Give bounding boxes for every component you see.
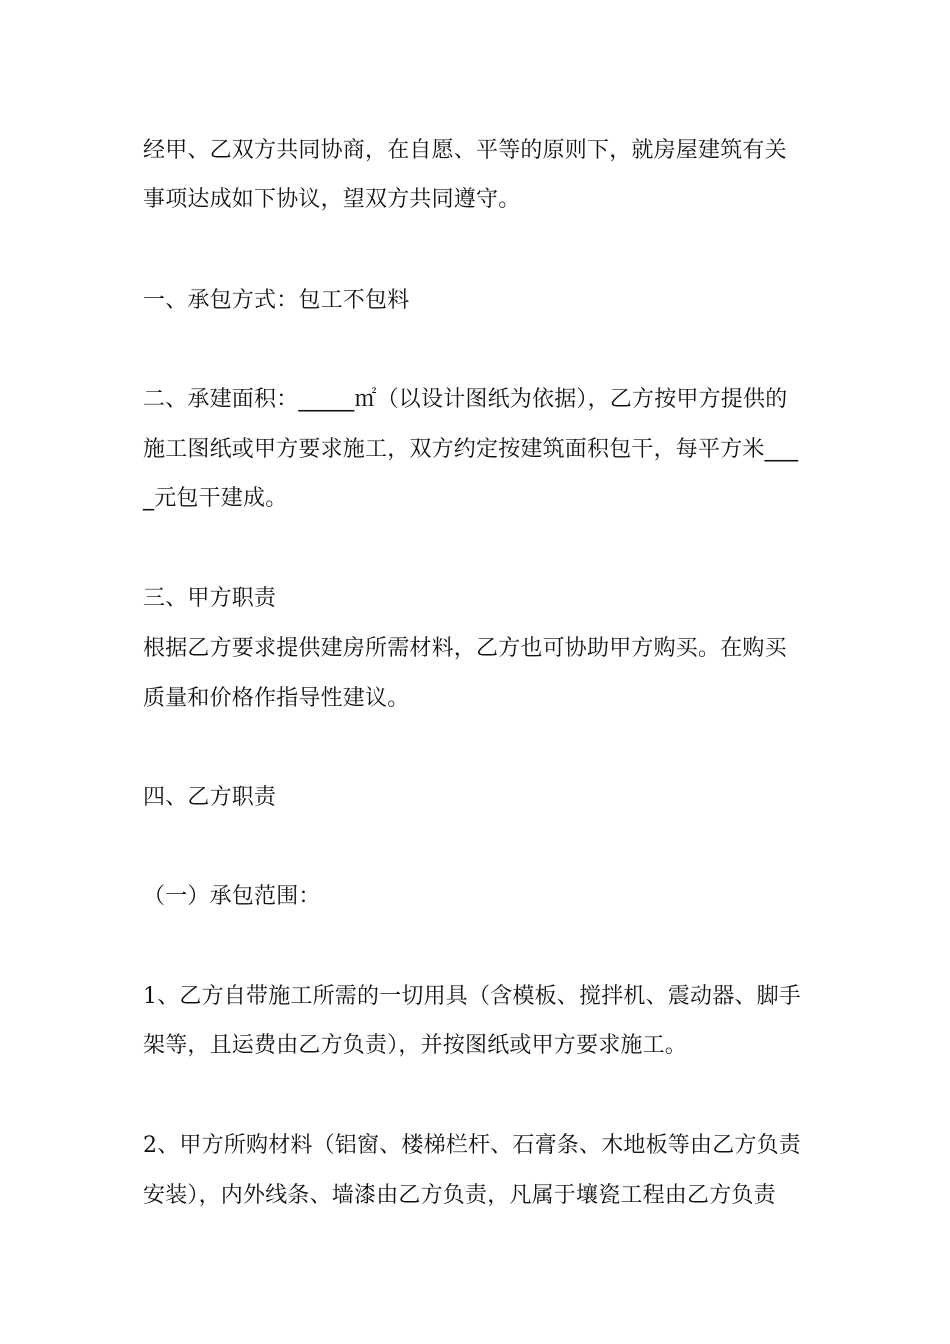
section-4-heading: 四、乙方职责 <box>143 785 277 810</box>
intro-line-2: 事项达成如下协议，望双方共同遵守。 <box>143 187 521 212</box>
item-2-text: 、甲方所购材料（铝窗、楼梯栏杆、石膏条、木地板等由乙方负责 <box>157 1133 802 1158</box>
section-1-heading: 一、承包方式：包工不包料 <box>143 288 410 313</box>
section-3-heading: 三、甲方职责 <box>143 586 277 611</box>
item-2-line-1 <box>143 1131 813 1161</box>
section-3-line-2: 质量和价格作指导性建议。 <box>143 686 410 711</box>
item-1-line-2: 架等，且运费由乙方负责），并按图纸或甲方要求施工。 <box>143 1033 688 1058</box>
item-2-line-2: 安装），内外线条、墙漆由乙方负责，凡属于壤瓷工程由乙方负责 <box>143 1183 776 1208</box>
section-2-line-2: 施工图纸或甲方要求施工，双方约定按建筑面积包干，每平方米___ <box>143 437 799 462</box>
section-2-line-3: _元包干建成。 <box>143 486 288 511</box>
section-3-line-1: 根据乙方要求提供建房所需材料，乙方也可协助甲方购买。在购买 <box>143 636 787 661</box>
item-1-line-1 <box>143 982 813 1012</box>
item-2-number: 2 <box>143 1133 158 1158</box>
item-1-number: 1 <box>143 984 158 1009</box>
subsection-1-heading: （一）承包范围： <box>143 884 321 909</box>
intro-line-1: 经甲、乙双方共同协商，在自愿、平等的原则下，就房屋建筑有关 <box>143 138 787 163</box>
section-2-line-1: 二、承建面积：_____㎡（以设计图纸为依据），乙方按甲方提供的 <box>143 387 788 412</box>
item-1-text: 、乙方自带施工所需的一切用具（含模板、搅拌机、震动器、脚手 <box>157 984 802 1009</box>
